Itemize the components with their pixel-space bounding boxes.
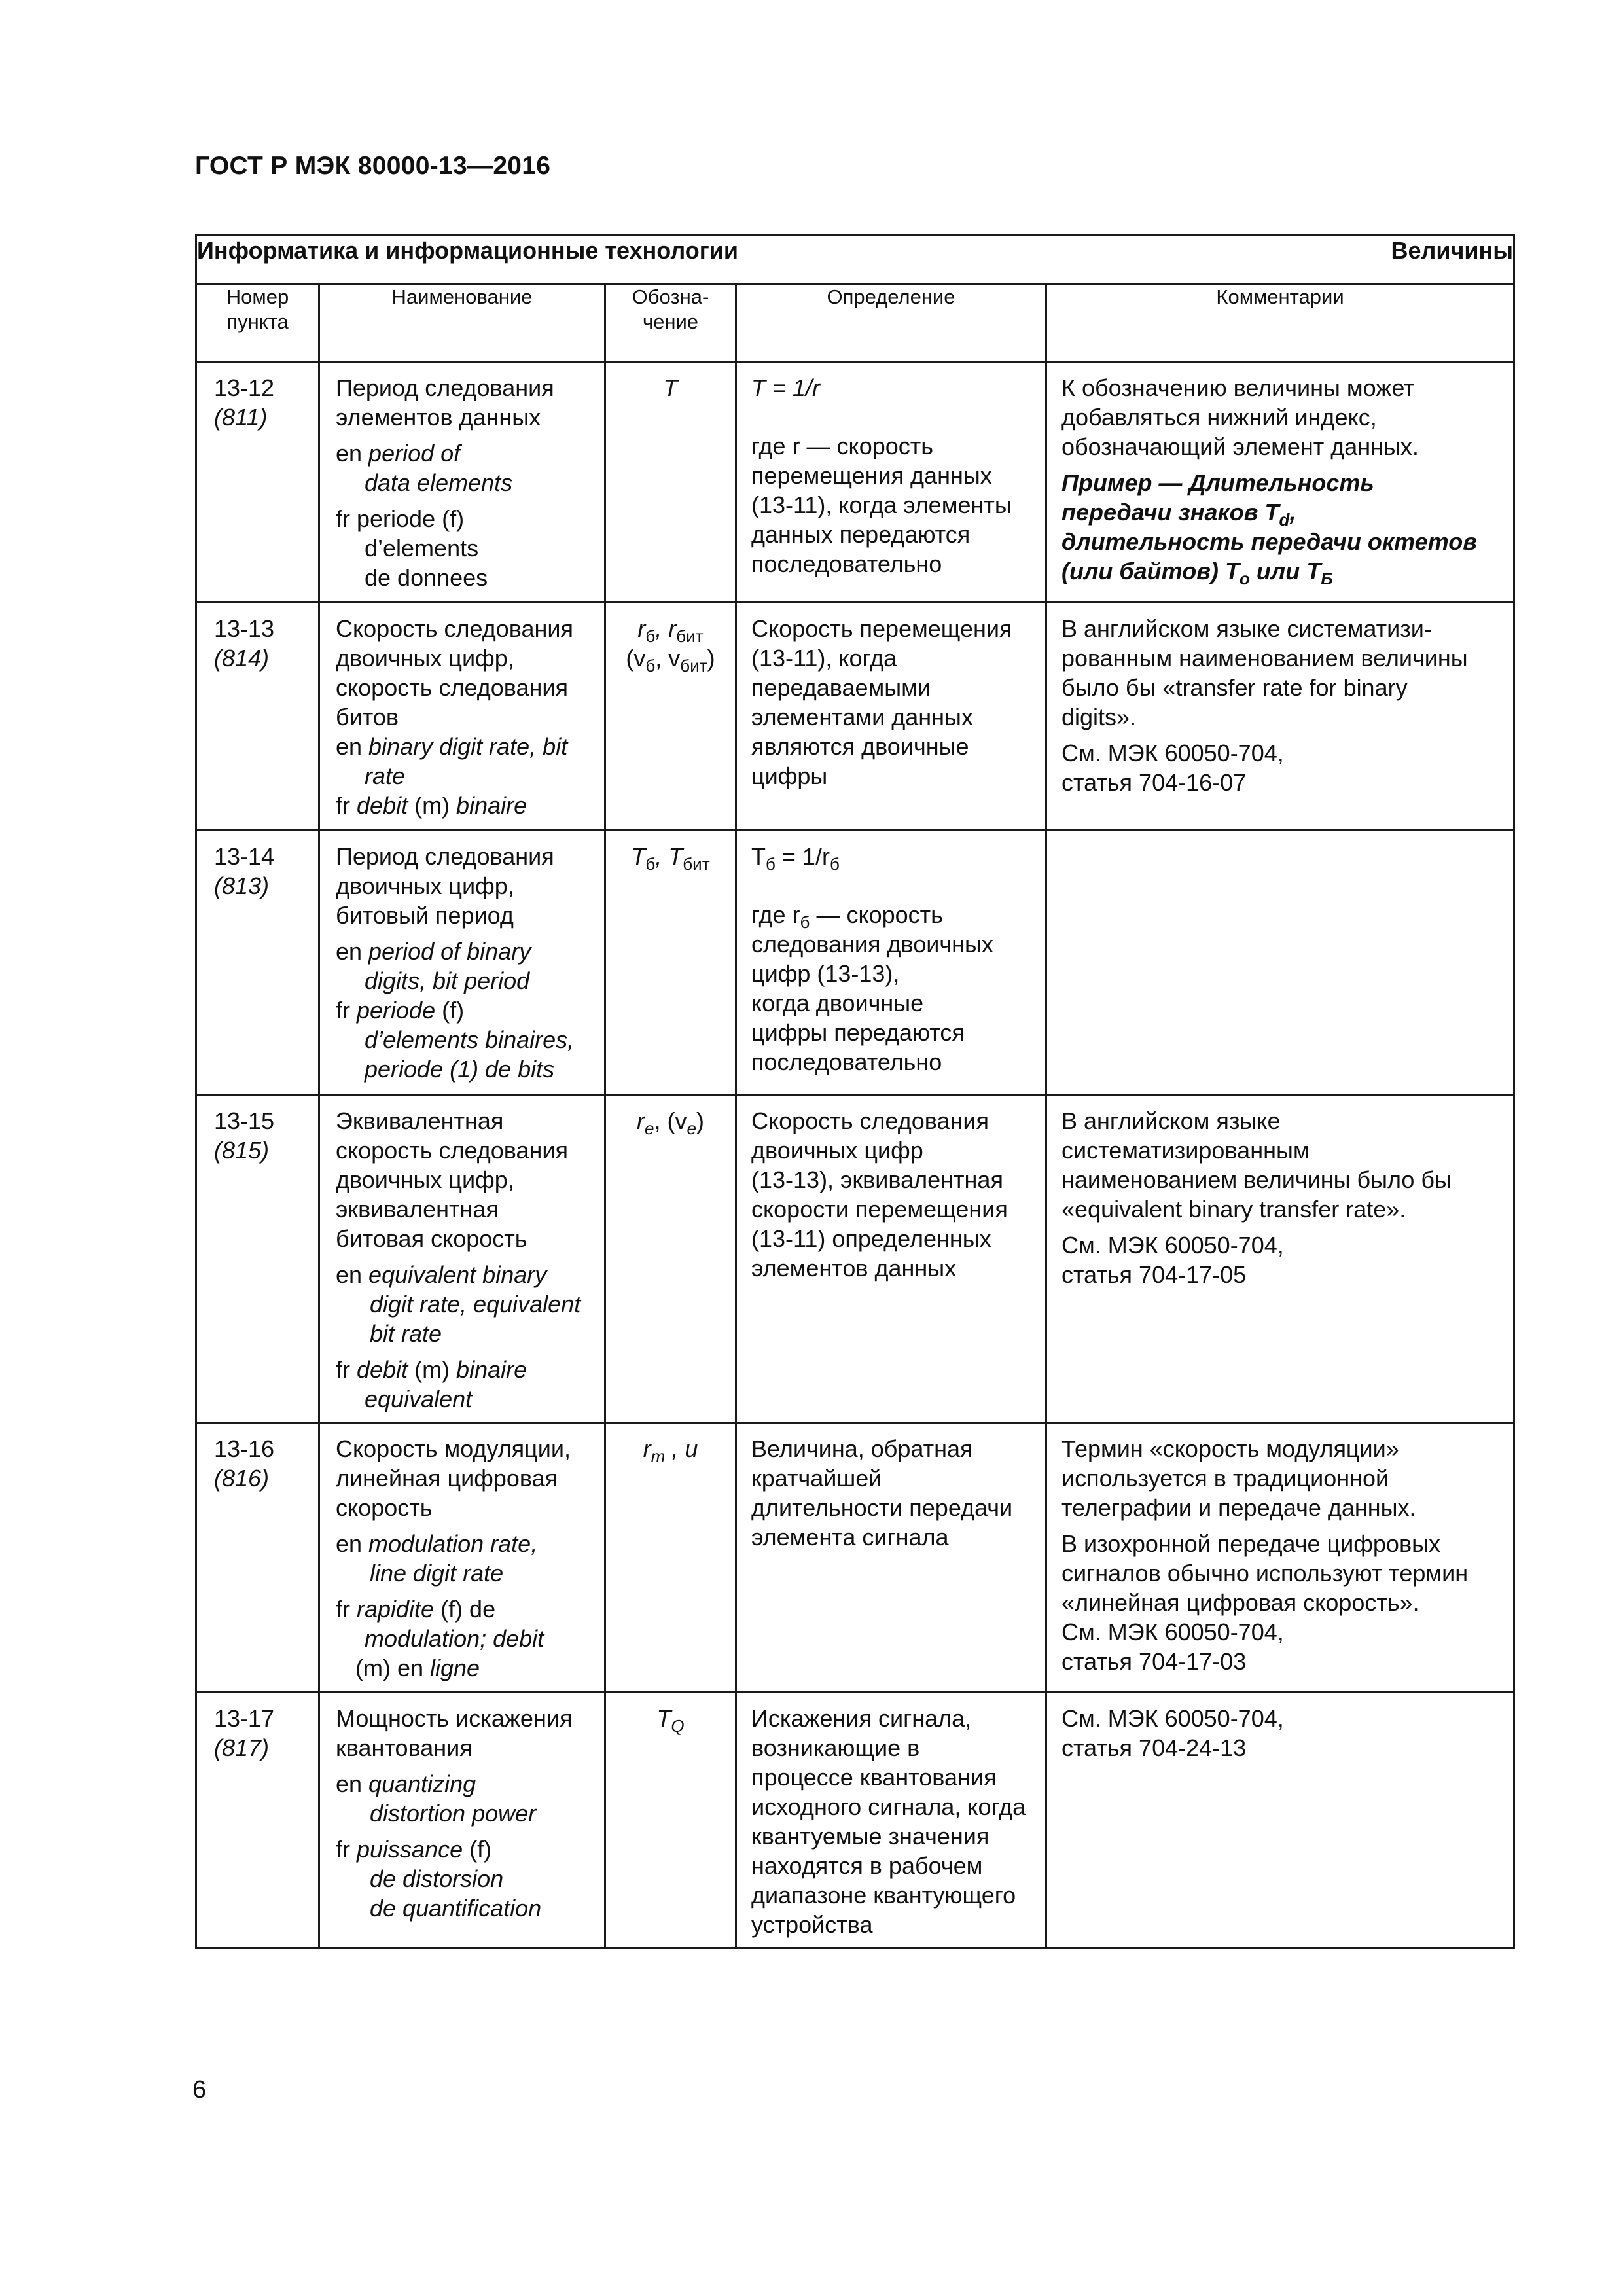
table-row (196, 1693, 1514, 1948)
definition-cell: $T_б = 1/r_б$ где $r_б$ — скорость следования двоичных цифр (13-13), когда двоичные цифры передаются последовательно (736, 831, 1046, 1095)
symbol-cell: $r_б$, $r_{бит}$ ($v_б$, $v_{бит}$) (605, 603, 736, 831)
column-header-name: Наименование (319, 284, 605, 362)
definition-cell: Величина, обратная кратчайшей длительности передачи элемента сигнала (736, 1423, 1046, 1693)
definition-cell: Искажения сигнала, возникающие в процессе квантования исходного сигнала, когда квантуемые значения находятся в рабочем диапазоне квантующего устройства (736, 1693, 1046, 1948)
item-number-cell: 13-17 (817) (196, 1693, 319, 1948)
name-cell: Период следования элементов данных en period of data elements fr periode (f) d’elements de donnees (319, 362, 605, 603)
band-category: Величины (1391, 237, 1514, 264)
definition-cell: Скорость перемещения (13-11), когда передаваемыми элементами данных являются двоичные цифры (736, 603, 1046, 831)
item-number-cell: 13-15 (815) (196, 1095, 319, 1423)
quantities-table (195, 234, 1515, 1949)
symbol-cell: T (605, 362, 736, 603)
page-number: 6 (192, 2076, 207, 2104)
column-header-symbol: Обозна- чение (605, 284, 736, 362)
band-title: Информатика и информационные технологии (197, 237, 739, 264)
column-headers (196, 284, 1514, 362)
table-band (196, 235, 1514, 284)
item-number-cell: 13-16 (816) (196, 1423, 319, 1693)
name-cell: Скорость модуляции, линейная цифровая скорость en modulation rate, line digit rate fr rapidite (f) de modulation; debit (m) en ligne (319, 1423, 605, 1693)
comment-cell: В английском языке систематизи- рованным наименованием величины было бы «transfer rate for binary digits». См. МЭК 60050-704, статья 704-16-07 (1046, 603, 1514, 831)
table-row (196, 603, 1514, 831)
item-number-cell: 13-13 (814) (196, 603, 319, 831)
column-header-comments: Комментарии (1046, 284, 1514, 362)
document-header: ГОСТ Р МЭК 80000-13—2016 (195, 152, 551, 180)
symbol-cell: $T_Q$ (605, 1693, 736, 1948)
name-cell: Мощность искажения квантования en quantizing distortion power fr puissance (f) de distorsion de quantification (319, 1693, 605, 1948)
column-header-definition: Определение (736, 284, 1046, 362)
symbol-cell: $r_m$ , u (605, 1423, 736, 1693)
item-number-cell: 13-14 (813) (196, 831, 319, 1095)
name-cell: Скорость следования двоичных цифр, скорость следования битов en binary digit rate, bit rate fr debit (m) binaire (319, 603, 605, 831)
comment-cell: Термин «скорость модуляции» используется в традиционной телеграфии и передаче данных. В изохронной передаче цифровых сигналов обычно используют термин «линейная цифровая скорость». См. МЭК 60050-704, статья 704-17-03 (1046, 1423, 1514, 1693)
comment-cell: К обозначению величины может добавляться нижний индекс, обозначающий элемент данных. Пример — Длительность передачи знаков $T_d$, длительность передачи октетов (или байтов) $T_o$ или $T_Б$ (1046, 362, 1514, 603)
table-row (196, 831, 1514, 1095)
definition-cell: Скорость следования двоичных цифр (13-13), эквивалентная скорости перемещения (13-11) определенных элементов данных (736, 1095, 1046, 1423)
table-row (196, 1095, 1514, 1423)
name-cell: Период следования двоичных цифр, битовый период en period of binary digits, bit period fr periode (f) d’elements binaires, periode (1) de bits (319, 831, 605, 1095)
table-row (196, 362, 1514, 603)
table-row (196, 1423, 1514, 1693)
item-number-cell: 13-12 (811) (196, 362, 319, 603)
comment-cell (1046, 831, 1514, 1095)
symbol-cell: $T_б$, $T_{бит}$ (605, 831, 736, 1095)
definition-cell: T = 1/r где r — скорость перемещения данных (13-11), когда элементы данных передаются последовательно (736, 362, 1046, 603)
symbol-cell: $r_e$, $(v_e)$ (605, 1095, 736, 1423)
comment-cell: В английском языке систематизированным наименованием величины было бы «equivalent binary transfer rate». См. МЭК 60050-704, статья 704-17-05 (1046, 1095, 1514, 1423)
comment-cell: См. МЭК 60050-704, статья 704-24-13 (1046, 1693, 1514, 1948)
column-header-number: Номер пункта (196, 284, 319, 362)
name-cell: Эквивалентная скорость следования двоичных цифр, эквивалентная битовая скорость en equivalent binary digit rate, equivalent bit rate fr debit (m) binaire equivalent (319, 1095, 605, 1423)
